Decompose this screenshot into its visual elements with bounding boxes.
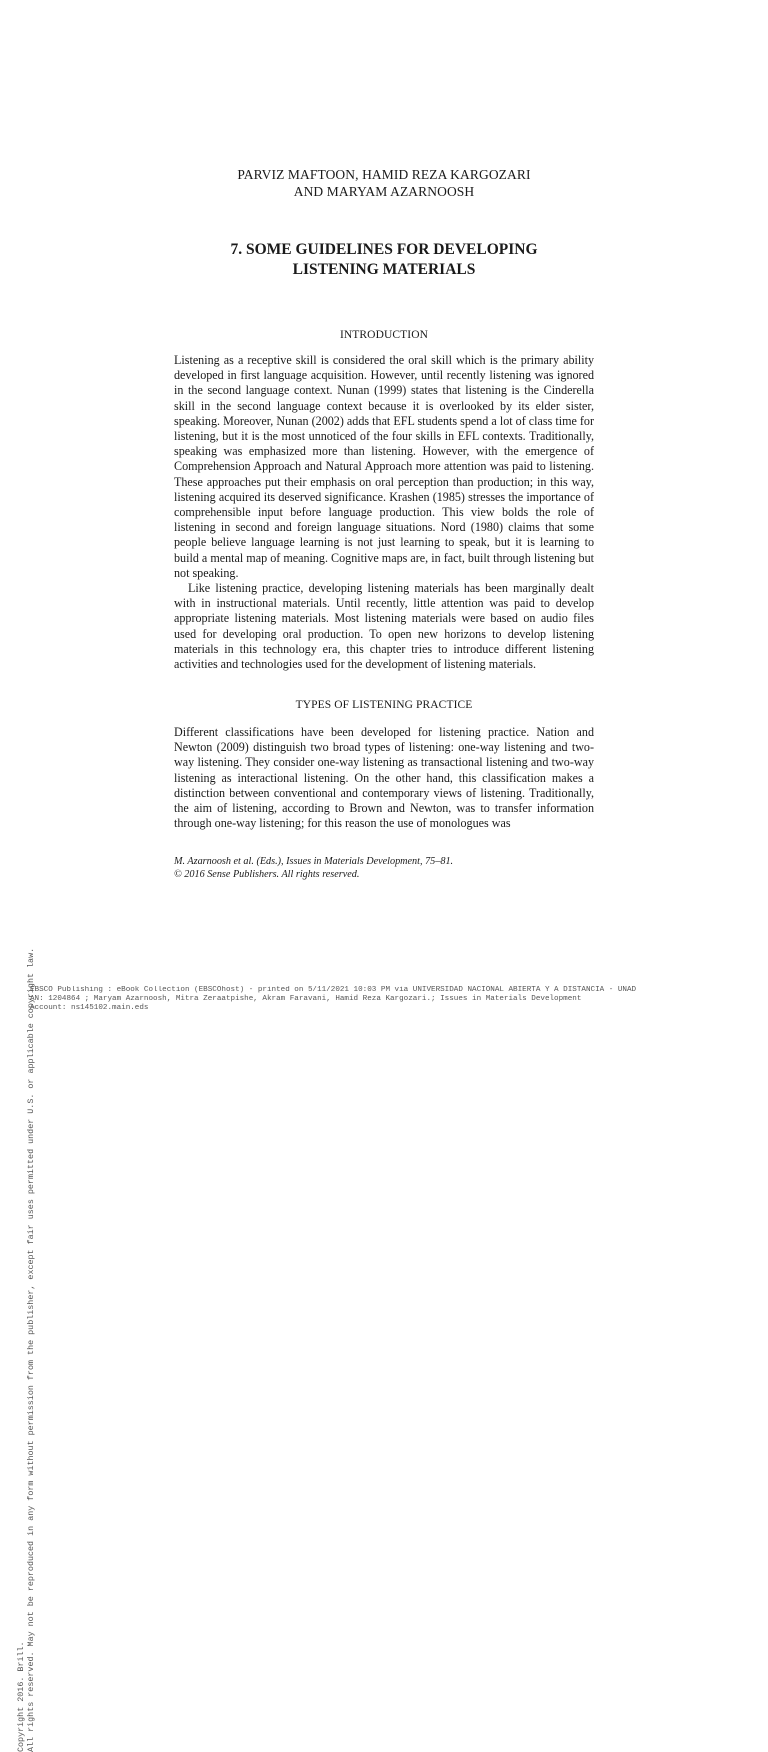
authors [174,166,594,200]
citation-line-2: © 2016 Sense Publishers. All rights reserved. [174,869,360,880]
rights-line: All rights reserved. May not be reproduced in any form without permission from the publisher, except fair uses permitted under U.S. or applicable copyright law. [26,947,36,1752]
authors-line-2: AND MARYAM AZARNOOSH [293,184,475,199]
chapter-title-line-1: 7. SOME GUIDELINES FOR DEVELOPING [230,241,538,258]
introduction-heading: INTRODUCTION [339,329,429,341]
chapter-title [174,240,594,280]
types-heading: TYPES OF LISTENING PRACTICE [295,699,473,711]
footer-line-1: EBSCO Publishing : eBook Collection (EBSCOhost) - printed on 5/11/2021 10:03 PM via UNIVERSIDAD NACIONAL ABIERTA Y A DISTANCIA - UNAD [30,986,637,994]
types-paragraph-1: Different classifications have been developed for listening practice. Nation and Newton (2009) distinguish two broad types of listening: one-way listening and two-way listening. They consider one-way listening as transactional listening and two-way listening as interactional listening. On the other hand, this classification makes a distinction between conventional and contemporary views of listening. Traditionally, the aim of listening, according to Brown and Newton, was to transfer information through one-way listening; for this reason the use of monologues was [174,725,594,831]
citation-line-1: M. Azarnoosh et al. (Eds.), Issues in Materials Development, 75–81. [174,856,454,867]
introduction-paragraph-2: Like listening practice, developing listening materials has been marginally dealt with in instructional materials. Until recently, little attention was paid to develop appropriate listening materials. Most listening materials were based on audio files used for developing oral production. To open new horizons to develop listening materials in this technology era, this chapter tries to introduce different listening activities and technologies used for the development of listening materials. [174,581,594,672]
types-body [174,725,594,831]
introduction-body [174,353,594,672]
copyright-line: Copyright 2016. Brill. [16,1641,26,1752]
authors-line-1: PARVIZ MAFTOON, HAMID REZA KARGOZARI [237,167,531,182]
footer-line-2: AN: 1204864 ; Maryam Azarnoosh, Mitra Zeraatpishe, Akram Faravani, Hamid Reza Kargozari.; Issues in Materials Development [30,995,582,1003]
introduction-paragraph-1: Listening as a receptive skill is considered the oral skill which is the primary ability developed in first language acquisition. However, until recently listening was ignored in the second language context. Nunan (1999) states that listening is the Cinderella skill in the second language context because it is overlooked by its elder sister, speaking. Moreover, Nunan (2002) adds that EFL students spend a lot of class time for listening, but it is the most unnoticed of the four skills in EFL contexts. Traditionally, speaking was emphasized more than listening. However, with the emergence of Comprehension Approach and Natural Approach more attention was paid to listening. These approaches put their emphasis on oral perception than production; in this way, listening acquired its deserved significance. Krashen (1985) stresses the importance of comprehensible input before language production. This view bolds the role of listening in second and foreign language situations. Nord (1980) claims that some people believe language learning is not just learning to speak, but it is learning to build a mental map of meaning. Cognitive maps are, in fact, built through listening but not speaking. [174,353,594,580]
citation [174,855,594,881]
ebsco-footer [30,986,750,1013]
footer-line-3: Account: ns145102.main.eds [30,1004,149,1012]
copyright-side-note [16,252,36,1752]
chapter-title-line-2: LISTENING MATERIALS [292,261,476,278]
